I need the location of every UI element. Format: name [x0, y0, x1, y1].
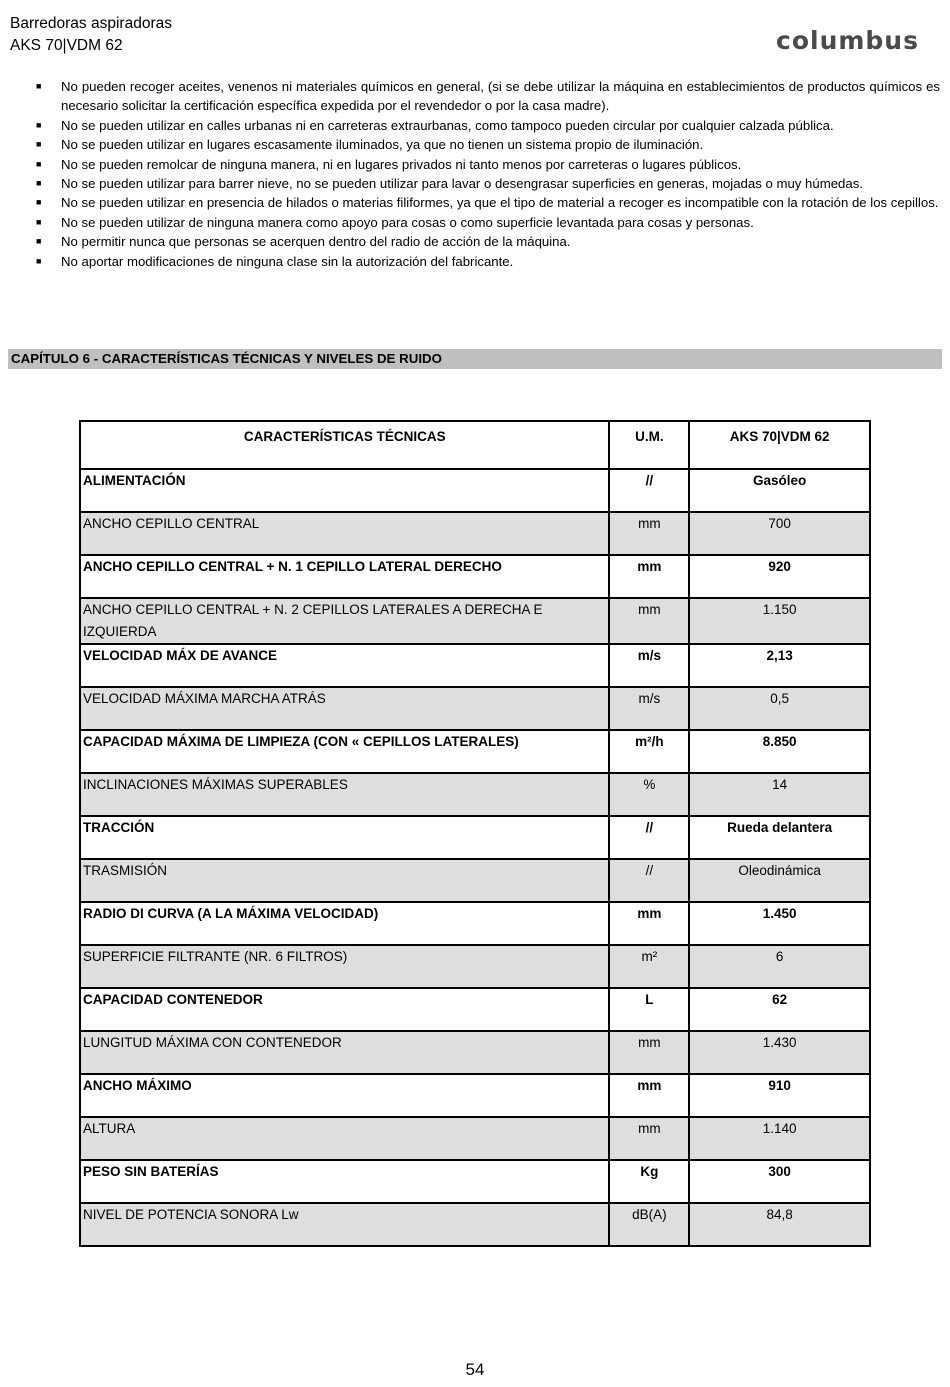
table-row: [80, 1031, 870, 1074]
columbus-logo: columbus: [776, 26, 919, 55]
bullet-icon: ■: [36, 158, 42, 169]
list-item-text: No se pueden utilizar en lugares escasamente iluminados, ya que no tienen un sistema propio de iluminación.: [61, 137, 704, 153]
cell-value: 84,8: [689, 1203, 870, 1246]
table-row: [80, 902, 870, 945]
cell-unit: m²: [609, 945, 689, 988]
list-item: [36, 232, 940, 251]
column-header-unit: U.M.: [609, 421, 689, 469]
column-header-model: AKS 70|VDM 62: [689, 421, 870, 469]
cell-value: 1.140: [689, 1117, 870, 1160]
table-row: [80, 687, 870, 730]
table-row: [80, 598, 870, 644]
list-item: [36, 213, 940, 232]
header-line-1: Barredoras aspiradoras: [10, 15, 172, 32]
cell-unit: m²/h: [609, 730, 689, 773]
cell-value: 8.850: [689, 730, 870, 773]
table-row: [80, 773, 870, 816]
cell-unit: mm: [609, 1117, 689, 1160]
cell-value: 0,5: [689, 687, 870, 730]
cell-characteristic: TRACCIÓN: [80, 816, 609, 859]
table-row: [80, 816, 870, 859]
cell-unit: mm: [609, 1074, 689, 1117]
list-item-text: No se pueden utilizar en calles urbanas ni en carreteras extraurbanas, como tampoco pueden circular por cualquier calzada pública.: [61, 117, 834, 133]
page-number: 54: [465, 1360, 485, 1379]
cell-characteristic: SUPERFICIE FILTRANTE (NR. 6 FILTROS): [80, 945, 609, 988]
cell-value: 62: [689, 988, 870, 1031]
list-item: [36, 77, 940, 116]
cell-value: 1.150: [689, 598, 870, 644]
table-row: [80, 1117, 870, 1160]
table-row: [80, 1074, 870, 1117]
cell-characteristic: TRASMISIÓN: [80, 859, 609, 902]
cell-unit: Kg: [609, 1160, 689, 1203]
cell-value: 1.450: [689, 902, 870, 945]
table-row: [80, 644, 870, 687]
cell-value: Gasóleo: [689, 469, 870, 512]
list-item-text: No pueden recoger aceites, venenos ni materiales químicos en general, (si se debe utilizar la máquina en establecimientos de productos químicos es necesario solicitar la certificación específica expedida por el revendedor o por la casa madre).: [61, 79, 940, 114]
column-header-characteristic: CARACTERÍSTICAS TÉCNICAS: [80, 421, 609, 469]
cell-characteristic: NIVEL DE POTENCIA SONORA Lw: [80, 1203, 609, 1246]
cell-value: 300: [689, 1160, 870, 1203]
cell-unit: //: [609, 859, 689, 902]
cell-unit: m/s: [609, 687, 689, 730]
list-item: [36, 193, 940, 212]
cell-unit: mm: [609, 902, 689, 945]
table-header-row: [80, 421, 870, 469]
cell-unit: mm: [609, 512, 689, 555]
technical-specs-table: [79, 420, 871, 1247]
cell-value: 910: [689, 1074, 870, 1117]
document-header: [10, 13, 172, 57]
list-item-text: No se pueden utilizar para barrer nieve, no se pueden utilizar para lavar o desengrasar superficies en generas, mojadas o muy húmedas.: [61, 176, 863, 192]
cell-characteristic: LUNGITUD MÁXIMA CON CONTENEDOR: [80, 1031, 609, 1074]
table-row: [80, 945, 870, 988]
cell-characteristic: ALIMENTACIÓN: [80, 469, 609, 512]
list-item-text: No se pueden utilizar en presencia de hilados o materias filiformes, ya que el tipo de material a recoger es incompatible con la rotación de los cepillos.: [61, 195, 939, 211]
cell-unit: %: [609, 773, 689, 816]
cell-characteristic: VELOCIDAD MÁX DE AVANCE: [80, 644, 609, 687]
table-row: [80, 555, 870, 598]
cell-characteristic: VELOCIDAD MÁXIMA MARCHA ATRÁS: [80, 687, 609, 730]
cell-characteristic: ANCHO CEPILLO CENTRAL: [80, 512, 609, 555]
table-row: [80, 512, 870, 555]
bullet-icon: ■: [36, 216, 42, 227]
bullet-icon: ■: [36, 236, 42, 247]
bullet-icon: ■: [36, 81, 42, 91]
cell-characteristic: ANCHO MÁXIMO: [80, 1074, 609, 1117]
list-item-text: No se pueden remolcar de ninguna manera, ni en lugares privados ni tanto menos por carreteras o lugares públicos.: [61, 156, 742, 172]
cell-unit: mm: [609, 555, 689, 598]
cell-unit: dB(A): [609, 1203, 689, 1246]
bullet-icon: ■: [36, 255, 42, 266]
cell-characteristic: RADIO DI CURVA (A LA MÁXIMA VELOCIDAD): [80, 902, 609, 945]
cell-unit: //: [609, 816, 689, 859]
cell-characteristic: ANCHO CEPILLO CENTRAL + N. 2 CEPILLOS LATERALES A DERECHA E IZQUIERDA: [80, 598, 609, 644]
cell-unit: m/s: [609, 644, 689, 687]
header-line-2: AKS 70|VDM 62: [10, 37, 123, 54]
cell-characteristic: ALTURA: [80, 1117, 609, 1160]
cell-characteristic: ANCHO CEPILLO CENTRAL + N. 1 CEPILLO LATERAL DERECHO: [80, 555, 609, 598]
bullet-icon: ■: [36, 119, 42, 130]
cell-value: Rueda delantera: [689, 816, 870, 859]
cell-unit: mm: [609, 1031, 689, 1074]
cell-unit: mm: [609, 598, 689, 644]
list-item: [36, 174, 940, 193]
cell-characteristic: INCLINACIONES MÁXIMAS SUPERABLES: [80, 773, 609, 816]
table-row: [80, 859, 870, 902]
list-item-text: No permitir nunca que personas se acerquen dentro del radio de acción de la máquina.: [61, 234, 571, 250]
table-row: [80, 469, 870, 512]
table-row: [80, 988, 870, 1031]
table-row: [80, 1160, 870, 1203]
cell-unit: //: [609, 469, 689, 512]
bullet-icon: ■: [36, 139, 42, 150]
list-item: [36, 252, 940, 271]
table-row: [80, 1203, 870, 1246]
cell-characteristic: CAPACIDAD MÁXIMA DE LIMPIEZA (CON « CEPILLOS LATERALES): [80, 730, 609, 773]
cell-value: 920: [689, 555, 870, 598]
list-item: [36, 155, 940, 174]
cell-value: Oleodinámica: [689, 859, 870, 902]
cell-characteristic: PESO SIN BATERÍAS: [80, 1160, 609, 1203]
cell-value: 6: [689, 945, 870, 988]
bullet-icon: ■: [36, 178, 42, 189]
restrictions-list: [36, 77, 940, 271]
table-row: [80, 730, 870, 773]
list-item: [36, 116, 940, 135]
cell-characteristic: CAPACIDAD CONTENEDOR: [80, 988, 609, 1031]
bullet-icon: ■: [36, 197, 42, 208]
cell-value: 1.430: [689, 1031, 870, 1074]
cell-value: 700: [689, 512, 870, 555]
cell-unit: L: [609, 988, 689, 1031]
chapter-heading: CAPÍTULO 6 - CARACTERÍSTICAS TÉCNICAS Y NIVELES DE RUIDO: [8, 349, 942, 369]
cell-value: 2,13: [689, 644, 870, 687]
list-item: [36, 135, 940, 154]
cell-value: 14: [689, 773, 870, 816]
list-item-text: No aportar modificaciones de ninguna clase sin la autorización del fabricante.: [61, 253, 514, 269]
list-item-text: No se pueden utilizar de ninguna manera como apoyo para cosas o como superficie levantada para cosas y personas.: [61, 214, 754, 230]
